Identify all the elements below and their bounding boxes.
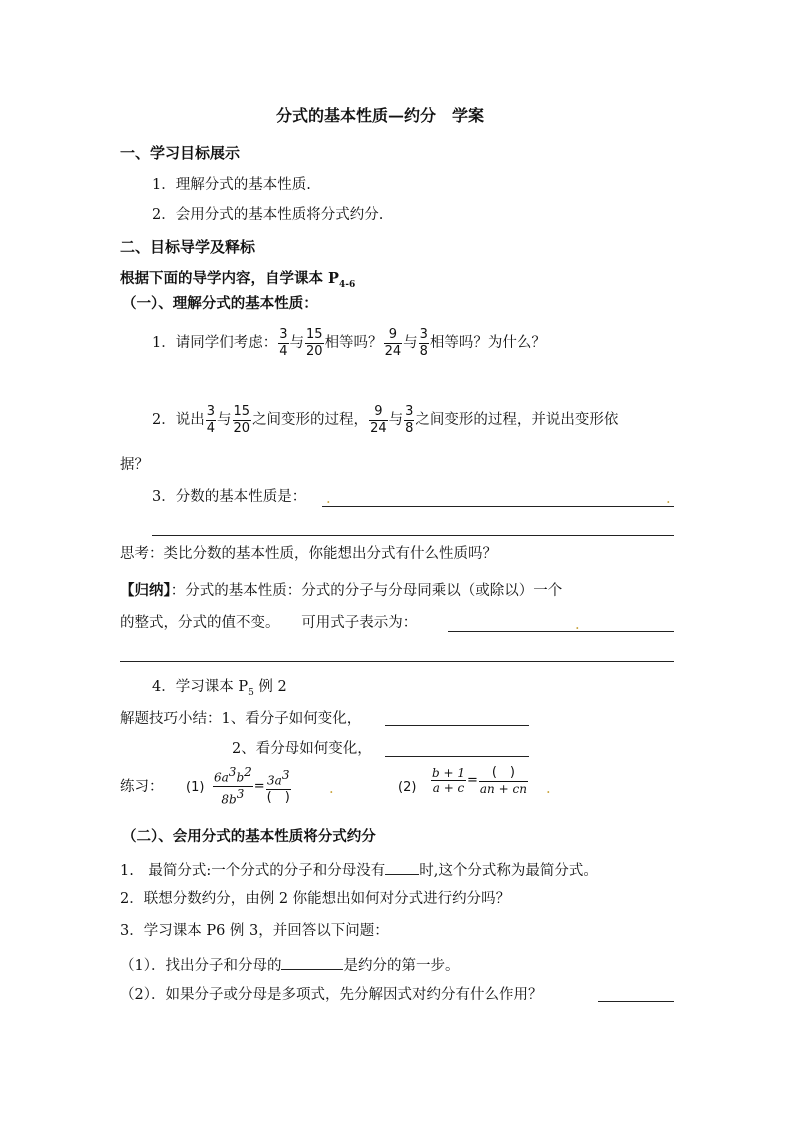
- goal-1: 1．理解分式的基本性质.: [152, 177, 311, 193]
- fraction-3-8: [404, 405, 414, 435]
- fraction-9-24: [384, 328, 403, 358]
- answer-line[interactable]: [385, 725, 529, 726]
- part-2-heading: （二）、会用分式的基本性质将分式约分: [122, 828, 376, 845]
- denominator: 8: [405, 420, 414, 436]
- fraction-9-24: [369, 405, 388, 435]
- numerator: 15: [233, 404, 251, 419]
- summary-line-1: [120, 584, 562, 599]
- summary-label: 【归纳】: [120, 582, 171, 599]
- think-prompt: 思考：类比分数的基本性质，你能想出分式有什么性质吗？: [120, 546, 497, 562]
- denominator: 24: [370, 420, 387, 436]
- answer-line[interactable]: [152, 535, 674, 536]
- q1-word-2: 相等吗？: [324, 334, 383, 351]
- practice-2-equation: [430, 766, 529, 795]
- practice-1-right-fraction: [266, 769, 291, 805]
- answer-blank[interactable]: [385, 862, 419, 875]
- blank-numerator[interactable]: ( ): [479, 766, 528, 782]
- part-2-line-2: 2．联想分数约分，由例 2 你能想出如何对分式进行约分吗？: [120, 891, 511, 907]
- q2-lead: 2．说出: [152, 411, 205, 428]
- q1-word-1: 与: [289, 334, 305, 351]
- answer-line[interactable]: [448, 631, 674, 632]
- page-title: 分式的基本性质—约分 学案: [276, 106, 485, 125]
- mark-dot: .: [326, 491, 331, 507]
- denominator: 20: [233, 420, 251, 436]
- mark-dot: .: [546, 781, 551, 797]
- mark-dot: .: [329, 781, 334, 797]
- fraction-15-20: [233, 405, 252, 435]
- mark-dot: .: [666, 491, 671, 507]
- q2-word-3: 与: [388, 411, 404, 428]
- numerator: 15: [306, 327, 323, 342]
- study-intro-pages: 4-6: [338, 279, 356, 290]
- section-1-heading: 一、学习目标展示: [120, 144, 241, 162]
- practice-1-number: (1): [186, 780, 205, 795]
- practice-label: 练习：: [120, 779, 164, 795]
- question-2: [152, 405, 618, 435]
- practice-1-left-fraction: [213, 766, 253, 807]
- numerator: 3: [279, 327, 288, 342]
- equals-sign: =: [253, 778, 265, 794]
- numerator: $3a^3$: [266, 769, 291, 790]
- part-2-line-1-a: 1. 最简分式:一个分式的分子和分母没有: [120, 863, 386, 879]
- q2-word-1: 与: [217, 411, 232, 428]
- part-2-line-4-b: 是约分的第一步。: [343, 958, 460, 974]
- q1-word-4: 相等吗？为什么？: [429, 334, 546, 351]
- part-2-line-1: [120, 862, 598, 879]
- question-4: [152, 680, 287, 698]
- practice-1-equation: [212, 766, 292, 807]
- numerator: $6a^3b^2$: [213, 766, 253, 787]
- equals-sign: =: [467, 773, 478, 789]
- fraction-3-4: [278, 328, 288, 358]
- fraction-15-20: [305, 328, 324, 358]
- tips-line-2: 2、看分母如何变化，: [232, 741, 372, 757]
- part-2-line-4-a: （1）．找出分子和分母的: [120, 958, 282, 974]
- q2-word-4: 之间变形的过程，并说出变形依: [415, 411, 619, 428]
- numerator: 9: [384, 328, 403, 344]
- part-2-line-1-b: 时,这个分式称为最简分式。: [419, 863, 598, 879]
- denominator: 8: [419, 343, 428, 359]
- numerator: 3: [206, 404, 216, 419]
- summary-text-1: ：分式的基本性质：分式的分子与分母同乘以（或除以）一个: [170, 583, 563, 599]
- numerator: b + 1: [432, 765, 465, 780]
- practice-2-right-fraction: [479, 766, 528, 795]
- fraction-3-4: [206, 405, 216, 435]
- section-2-heading: 二、目标导学及释标: [120, 238, 256, 256]
- denominator: $8b^3$: [221, 786, 245, 807]
- q4-prefix: 4．学习课本 P: [152, 679, 249, 695]
- practice-2-number: (2): [398, 780, 417, 795]
- q4-page: 5: [248, 687, 254, 698]
- fraction-3-8: [419, 328, 429, 358]
- goal-2: 2．会用分式的基本性质将分式约分.: [152, 207, 384, 223]
- denominator: 4: [279, 343, 288, 359]
- numerator: 3: [405, 404, 414, 419]
- numerator: 9: [369, 405, 388, 421]
- denominator: 24: [384, 343, 402, 359]
- study-intro-text: 根据下面的导学内容，自学课本 P: [120, 270, 339, 287]
- study-intro: [120, 272, 355, 290]
- question-1: [152, 328, 546, 358]
- answer-line[interactable]: [120, 661, 674, 662]
- q2-tail: 据？: [120, 457, 149, 473]
- q3-lead: 3．分数的基本性质是：: [152, 489, 307, 505]
- q1-lead: 1．请同学们考虑：: [152, 334, 278, 351]
- tips-line-1: 解题技巧小结：1、看分子如何变化，: [120, 711, 362, 727]
- denominator: 20: [306, 343, 323, 359]
- q4-suffix: 例 2: [253, 679, 287, 695]
- practice-2-left-fraction: [431, 767, 466, 795]
- denominator: an + cn: [479, 781, 527, 796]
- summary-text-2: 的整式，分式的值不变。 可用式子表示为：: [120, 615, 418, 631]
- q2-word-2: 之间变形的过程，: [252, 411, 369, 428]
- part-2-line-3: 3．学习课本 P6 例 3，并回答以下问题：: [120, 923, 389, 939]
- part-1-heading: （一）、理解分式的基本性质：: [122, 295, 318, 312]
- answer-line[interactable]: [385, 756, 529, 757]
- answer-blank[interactable]: [281, 957, 343, 970]
- q1-word-3: 与: [403, 334, 418, 351]
- part-2-line-5: （2）．如果分子或分母是多项式，先分解因式对约分有什么作用？: [120, 987, 543, 1003]
- numerator: 3: [419, 327, 428, 342]
- denominator: a + c: [432, 781, 465, 796]
- blank-denominator[interactable]: ( ): [266, 789, 290, 805]
- part-2-line-4: [120, 957, 459, 974]
- denominator: 4: [206, 420, 216, 436]
- answer-line[interactable]: [598, 1001, 674, 1002]
- answer-line[interactable]: [322, 506, 674, 507]
- mark-dot: .: [575, 617, 580, 633]
